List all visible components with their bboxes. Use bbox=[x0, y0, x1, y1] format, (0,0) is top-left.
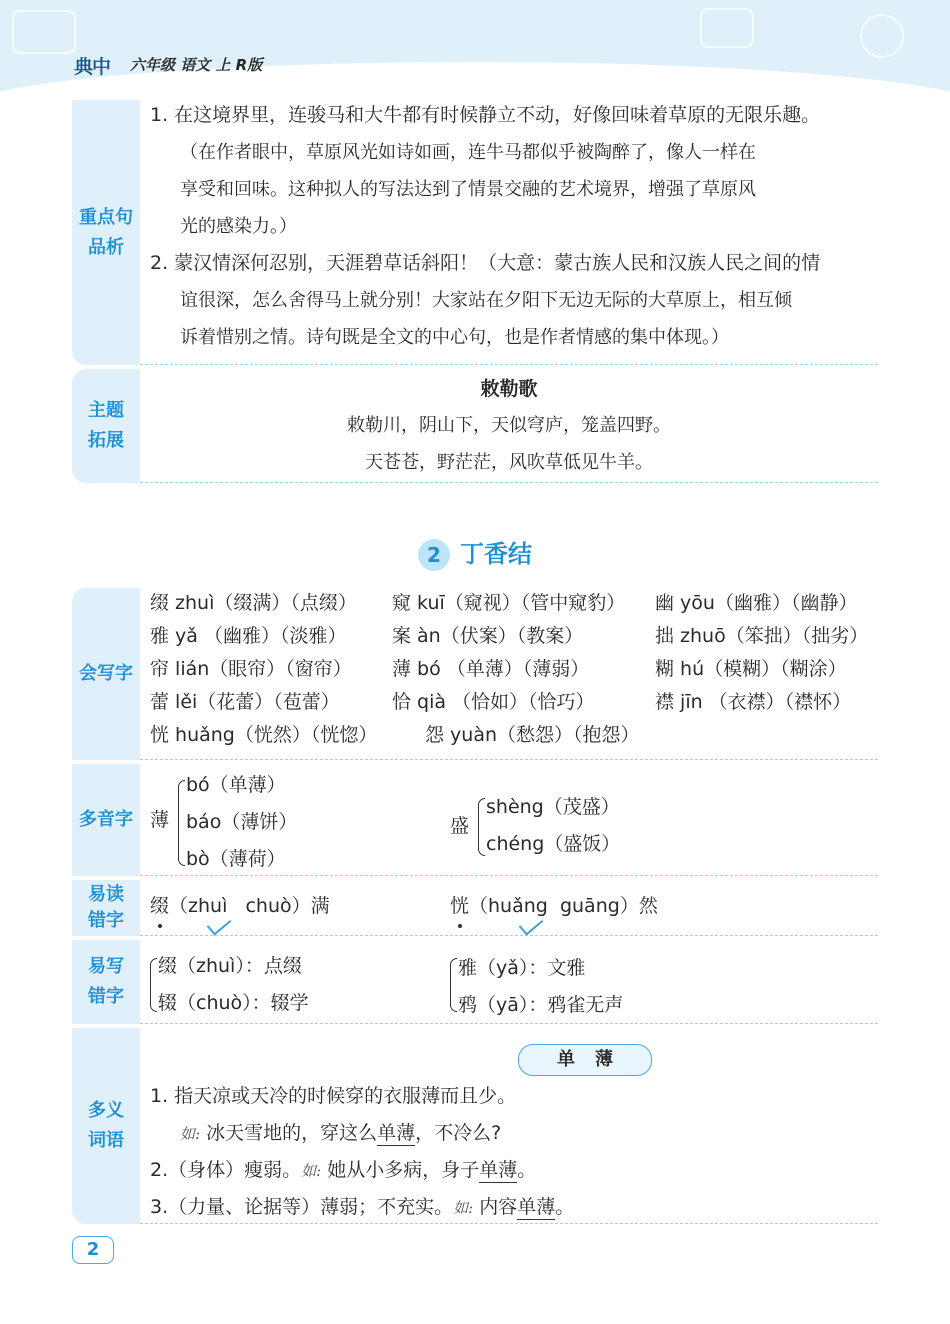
char-entry: 蕾 lěi（花蕾）（苞蕾） bbox=[150, 691, 340, 713]
analysis-line: 诉着惜别之情。诗句既是全文的中心句，也是作者情感的集中体现。） bbox=[180, 327, 729, 348]
example-marker: 如: bbox=[301, 1162, 322, 1180]
analysis-line: 谊很深，怎么舍得马上就分别！大家站在夕阳下无边无际的大草原上，相互倾 bbox=[180, 290, 792, 311]
sentence-1: 1. 在这境界里，连骏马和大牛都有时候静立不动，好像回味着草原的无限乐趣。 bbox=[150, 104, 821, 126]
char-entry: 雅 yǎ （幽雅）（淡雅） bbox=[150, 625, 347, 647]
brace bbox=[450, 958, 457, 1012]
char-pair: 鸦（yā）：鸦雀无声 bbox=[458, 994, 624, 1016]
section-writing-chars bbox=[72, 588, 878, 760]
analysis-line: 享受和回味。这种拟人的写法达到了情景交融的艺术境界，增强了草原风 bbox=[180, 179, 756, 200]
section-content bbox=[140, 764, 878, 876]
brace bbox=[478, 798, 485, 856]
section-content bbox=[140, 880, 878, 936]
example-line: 如: 冰天雪地的，穿这么单薄，不冷么? bbox=[180, 1122, 502, 1144]
brace bbox=[178, 780, 185, 866]
char-entry: 案 àn（伏案）（教案） bbox=[392, 625, 584, 647]
char-entry: 幽 yōu（幽雅）（幽静） bbox=[655, 592, 858, 614]
section-key-sentences bbox=[72, 100, 878, 365]
section-content bbox=[140, 588, 878, 760]
char-entry: 襟 jīn （衣襟）（襟怀） bbox=[655, 691, 852, 713]
char-entry: 薄 bó （单薄）（薄弱） bbox=[392, 658, 590, 680]
section-content bbox=[140, 940, 878, 1024]
section-content bbox=[140, 100, 878, 365]
char-entry: 窥 kuī（窥视）（管中窥豹） bbox=[392, 592, 626, 614]
header-decoration bbox=[860, 14, 904, 58]
section-content bbox=[140, 369, 878, 483]
section-label: 主题 拓展 bbox=[72, 369, 140, 483]
char-entry: 糊 hú（模糊）（糊涂） bbox=[655, 658, 847, 680]
section-polysemy bbox=[72, 1028, 878, 1224]
char-entry: 怨 yuàn（愁怨）（抱怨） bbox=[425, 724, 640, 746]
misread-right: 恍（huǎng guāng）然 bbox=[450, 895, 658, 917]
emphasis-dot bbox=[158, 924, 162, 928]
brace bbox=[150, 958, 157, 1012]
section-misread bbox=[72, 880, 878, 936]
meaning-1: 1. 指天凉或天冷的时候穿的衣服薄而且少。 bbox=[150, 1085, 517, 1107]
meaning-3: 3.（力量、论据等）薄弱；不充实。如: 内容单薄。 bbox=[150, 1196, 575, 1218]
lesson-number: 2 bbox=[418, 539, 450, 571]
meaning-2: 2.（身体）瘦弱。如: 她从小多病，身子单薄。 bbox=[150, 1159, 537, 1181]
section-label: 多义 词语 bbox=[72, 1028, 140, 1224]
reading: shèng（茂盛） bbox=[486, 796, 620, 818]
example-marker: 如: bbox=[453, 1199, 474, 1217]
lesson-name: 丁香结 bbox=[460, 540, 532, 568]
page-header bbox=[0, 0, 950, 100]
grade-label: 六年级 语文 上 R版 bbox=[130, 56, 263, 74]
section-content bbox=[140, 1028, 878, 1224]
page-number: 2 bbox=[72, 1236, 114, 1264]
section-label: 易写 错字 bbox=[72, 940, 140, 1024]
header-decoration bbox=[700, 8, 754, 48]
char-entry: 拙 zhuō（笨拙）（拙劣） bbox=[655, 625, 869, 647]
section-polyphonic bbox=[72, 764, 878, 876]
section-label: 重点句 品析 bbox=[72, 100, 140, 365]
example-marker: 如: bbox=[180, 1125, 201, 1143]
sentence-2: 2. 蒙汉情深何忍别，天涯碧草话斜阳！（大意：蒙古族人民和汉族人民之间的情 bbox=[150, 252, 821, 274]
lesson-title bbox=[0, 534, 950, 571]
section-label: 多音字 bbox=[72, 764, 140, 876]
char-pair: 辍（chuò）：辍学 bbox=[158, 992, 309, 1014]
poem-line: 敕勒川，阴山下，天似穹庐，笼盖四野。 bbox=[347, 415, 671, 436]
analysis-line: （在作者眼中，草原风光如诗如画，连牛马都似乎被陶醉了，像人一样在 bbox=[180, 142, 756, 163]
section-label: 易读 错字 bbox=[72, 880, 140, 936]
poem-title: 敕勒歌 bbox=[480, 378, 538, 400]
analysis-line: 光的感染力。） bbox=[180, 216, 297, 237]
reading: chéng（盛饭） bbox=[486, 833, 621, 855]
char-entry: 恍 huǎng（恍然）（恍惚） bbox=[150, 724, 378, 746]
polyphonic-char: 盛 bbox=[450, 815, 470, 837]
char-entry: 帘 lián（眼帘）（窗帘） bbox=[150, 658, 352, 680]
section-theme-extension bbox=[72, 369, 878, 483]
char-entry: 缀 zhuì（缀满）（点缀） bbox=[150, 592, 357, 614]
misread-left: 缀（zhuì chuò）满 bbox=[150, 895, 330, 917]
section-label: 会写字 bbox=[72, 588, 140, 760]
word-pill: 单薄 bbox=[518, 1044, 652, 1076]
char-pair: 缀（zhuì）：点缀 bbox=[158, 955, 302, 977]
emphasis-dot bbox=[458, 924, 462, 928]
reading: bò（薄荷） bbox=[186, 848, 286, 870]
brand-logo: 典中 bbox=[74, 56, 111, 78]
char-entry: 恰 qià （恰如）（恰巧） bbox=[392, 691, 595, 713]
reading: bó（单薄） bbox=[186, 774, 286, 796]
polyphonic-char: 薄 bbox=[150, 809, 170, 831]
header-decoration bbox=[12, 10, 76, 54]
char-pair: 雅（yǎ）：文雅 bbox=[458, 957, 586, 979]
poem-line: 天苍苍，野茫茫，风吹草低见牛羊。 bbox=[365, 452, 653, 473]
section-miswritten bbox=[72, 940, 878, 1024]
reading: báo（薄饼） bbox=[186, 811, 298, 833]
